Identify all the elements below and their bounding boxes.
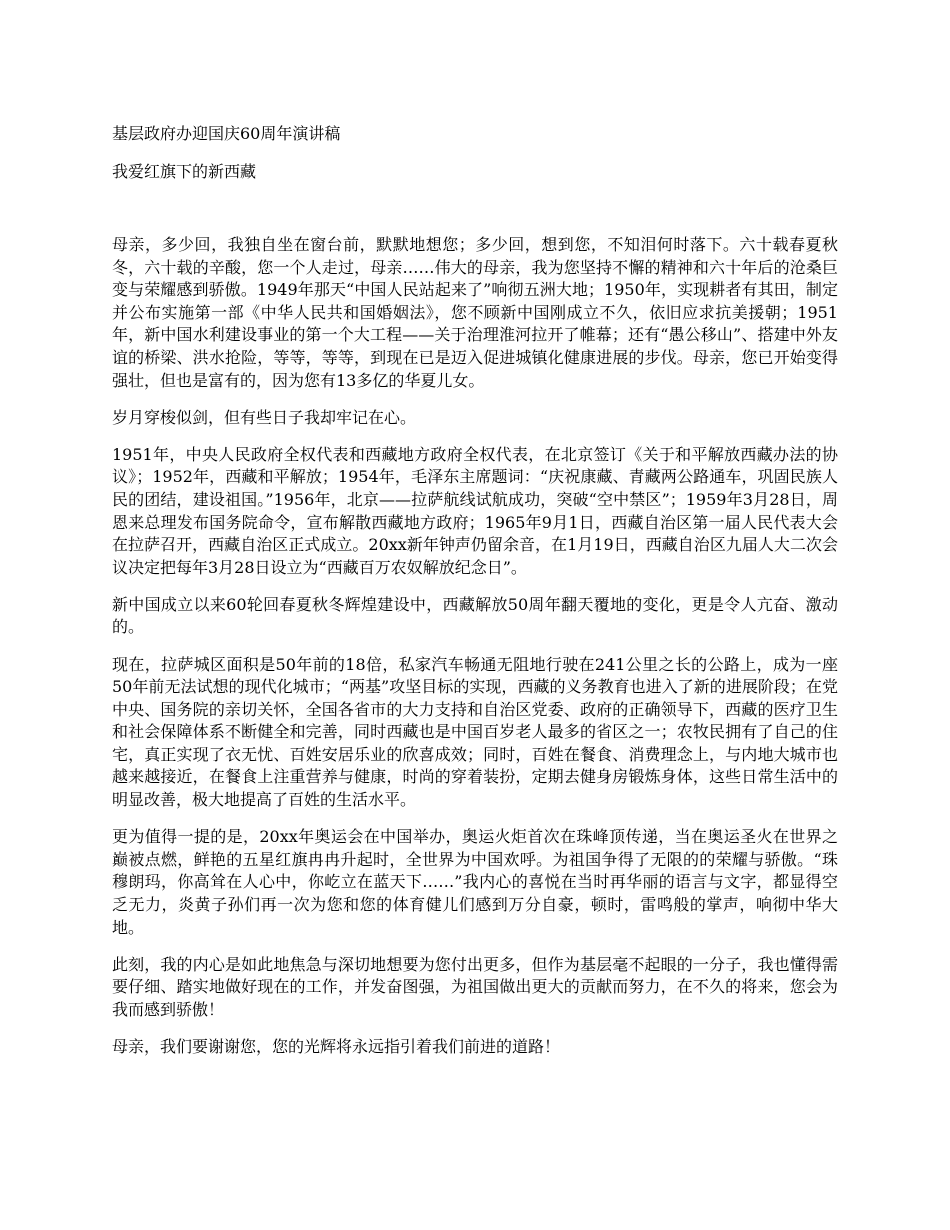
paragraph: 1951年，中央人民政府全权代表和西藏地方政府全权代表，在北京签订《关于和平解放西藏办法的协议》；1952年，西藏和平解放；1954年，毛泽东主席题词：“庆祝康藏、青藏两公路通车，巩固民族人民的团结，建设祖国。”1956年，北京——拉萨航线试航成功，突破“空中禁区”；1959年3月28日，周恩来总理发布国务院命令，宣布解散西藏地方政府；1965年9月1日，西藏自治区第一届人民代表大会在拉萨召开，西藏自治区正式成立。20xx新年钟声仍留余音，在1月19日，西藏自治区九届人大二次会议决定把每年3月28日设立为“西藏百万农奴解放纪念日”。 bbox=[112, 444, 838, 577]
paragraph: 更为值得一提的是，20xx年奥运会在中国举办，奥运火炬首次在珠峰顶传递，当在奥运圣火在世界之巅被点燃，鲜艳的五星红旗冉冉升起时，全世界为中国欢呼。为祖国争得了无限的的荣耀与骄傲。“珠穆朗玛，你高耸在人心中，你屹立在蓝天下……”我内心的喜悦在当时再华丽的语言与文字，都显得空乏无力，炎黄子孙们再一次为您和您的体育健儿们感到万分自豪，顿时，雷鸣般的掌声，响彻中华大地。 bbox=[112, 827, 838, 937]
document-body bbox=[112, 234, 838, 1059]
document-title: 基层政府办迎国庆60周年演讲稿 bbox=[112, 124, 341, 143]
paragraph: 母亲，多少回，我独自坐在窗台前，默默地想您；多少回，想到您，不知泪何时落下。六十载春夏秋冬，六十载的辛酸，您一个人走过，母亲……伟大的母亲，我为您坚持不懈的精神和六十年后的沧桑巨变与荣耀感到骄傲。1949年那天“中国人民站起来了”响彻五洲大地；1950年，实现耕者有其田，制定并公布实施第一部《中华人民共和国婚姻法》，您不顾新中国刚成立不久，依旧应求抗美援朝；1951年，新中国水利建设事业的第一个大工程——关于治理淮河拉开了帷幕；还有“愚公移山”、搭建中外友谊的桥梁、洪水抢险，等等，等等，到现在已是迈入促进城镇化健康进展的步伐。母亲，您已开始变得强壮，但也是富有的，因为您有13多亿的华夏儿女。 bbox=[112, 235, 838, 390]
paragraph: 岁月穿梭似剑，但有些日子我却牢记在心。 bbox=[112, 407, 417, 427]
paragraph: 此刻，我的内心是如此地焦急与深切地想要为您付出更多，但作为基层毫不起眼的一分子，我也懂得需要仔细、踏实地做好现在的工作，并发奋图强，为祖国做出更大的贡献而努力，在不久的将来，您会为我而感到骄傲！ bbox=[112, 954, 838, 1019]
paragraph: 新中国成立以来60轮回春夏秋冬辉煌建设中，西藏解放50周年翻天覆地的变化，更是令人亢奋、激动的。 bbox=[112, 594, 838, 637]
paragraph: 现在，拉萨城区面积是50年前的18倍，私家汽车畅通无阻地行驶在241公里之长的公路上，成为一座50年前无法试想的现代化城市；“两基”攻坚目标的实现，西藏的义务教育也进入了新的进展阶段；在党中央、国务院的亲切关怀，全国各省市的大力支持和自治区党委、政府的正确领导下，西藏的医疗卫生和社会保障体系不断健全和完善，同时西藏也是中国百岁老人最多的省区之一；农牧民拥有了自己的住宅，真正实现了衣无忧、百姓安居乐业的欣喜成效；同时，百姓在餐食、消费理念上，与内地大城市也越来越接近，在餐食上注重营养与健康，时尚的穿着装扮，定期去健身房锻炼身体，这些日常生活中的明显改善，极大地提高了百姓的生活水平。 bbox=[112, 654, 838, 810]
document-subtitle: 我爱红旗下的新西藏 bbox=[112, 162, 257, 181]
paragraph: 母亲，我们要谢谢您，您的光辉将永远指引着我们前进的道路！ bbox=[112, 1036, 561, 1056]
